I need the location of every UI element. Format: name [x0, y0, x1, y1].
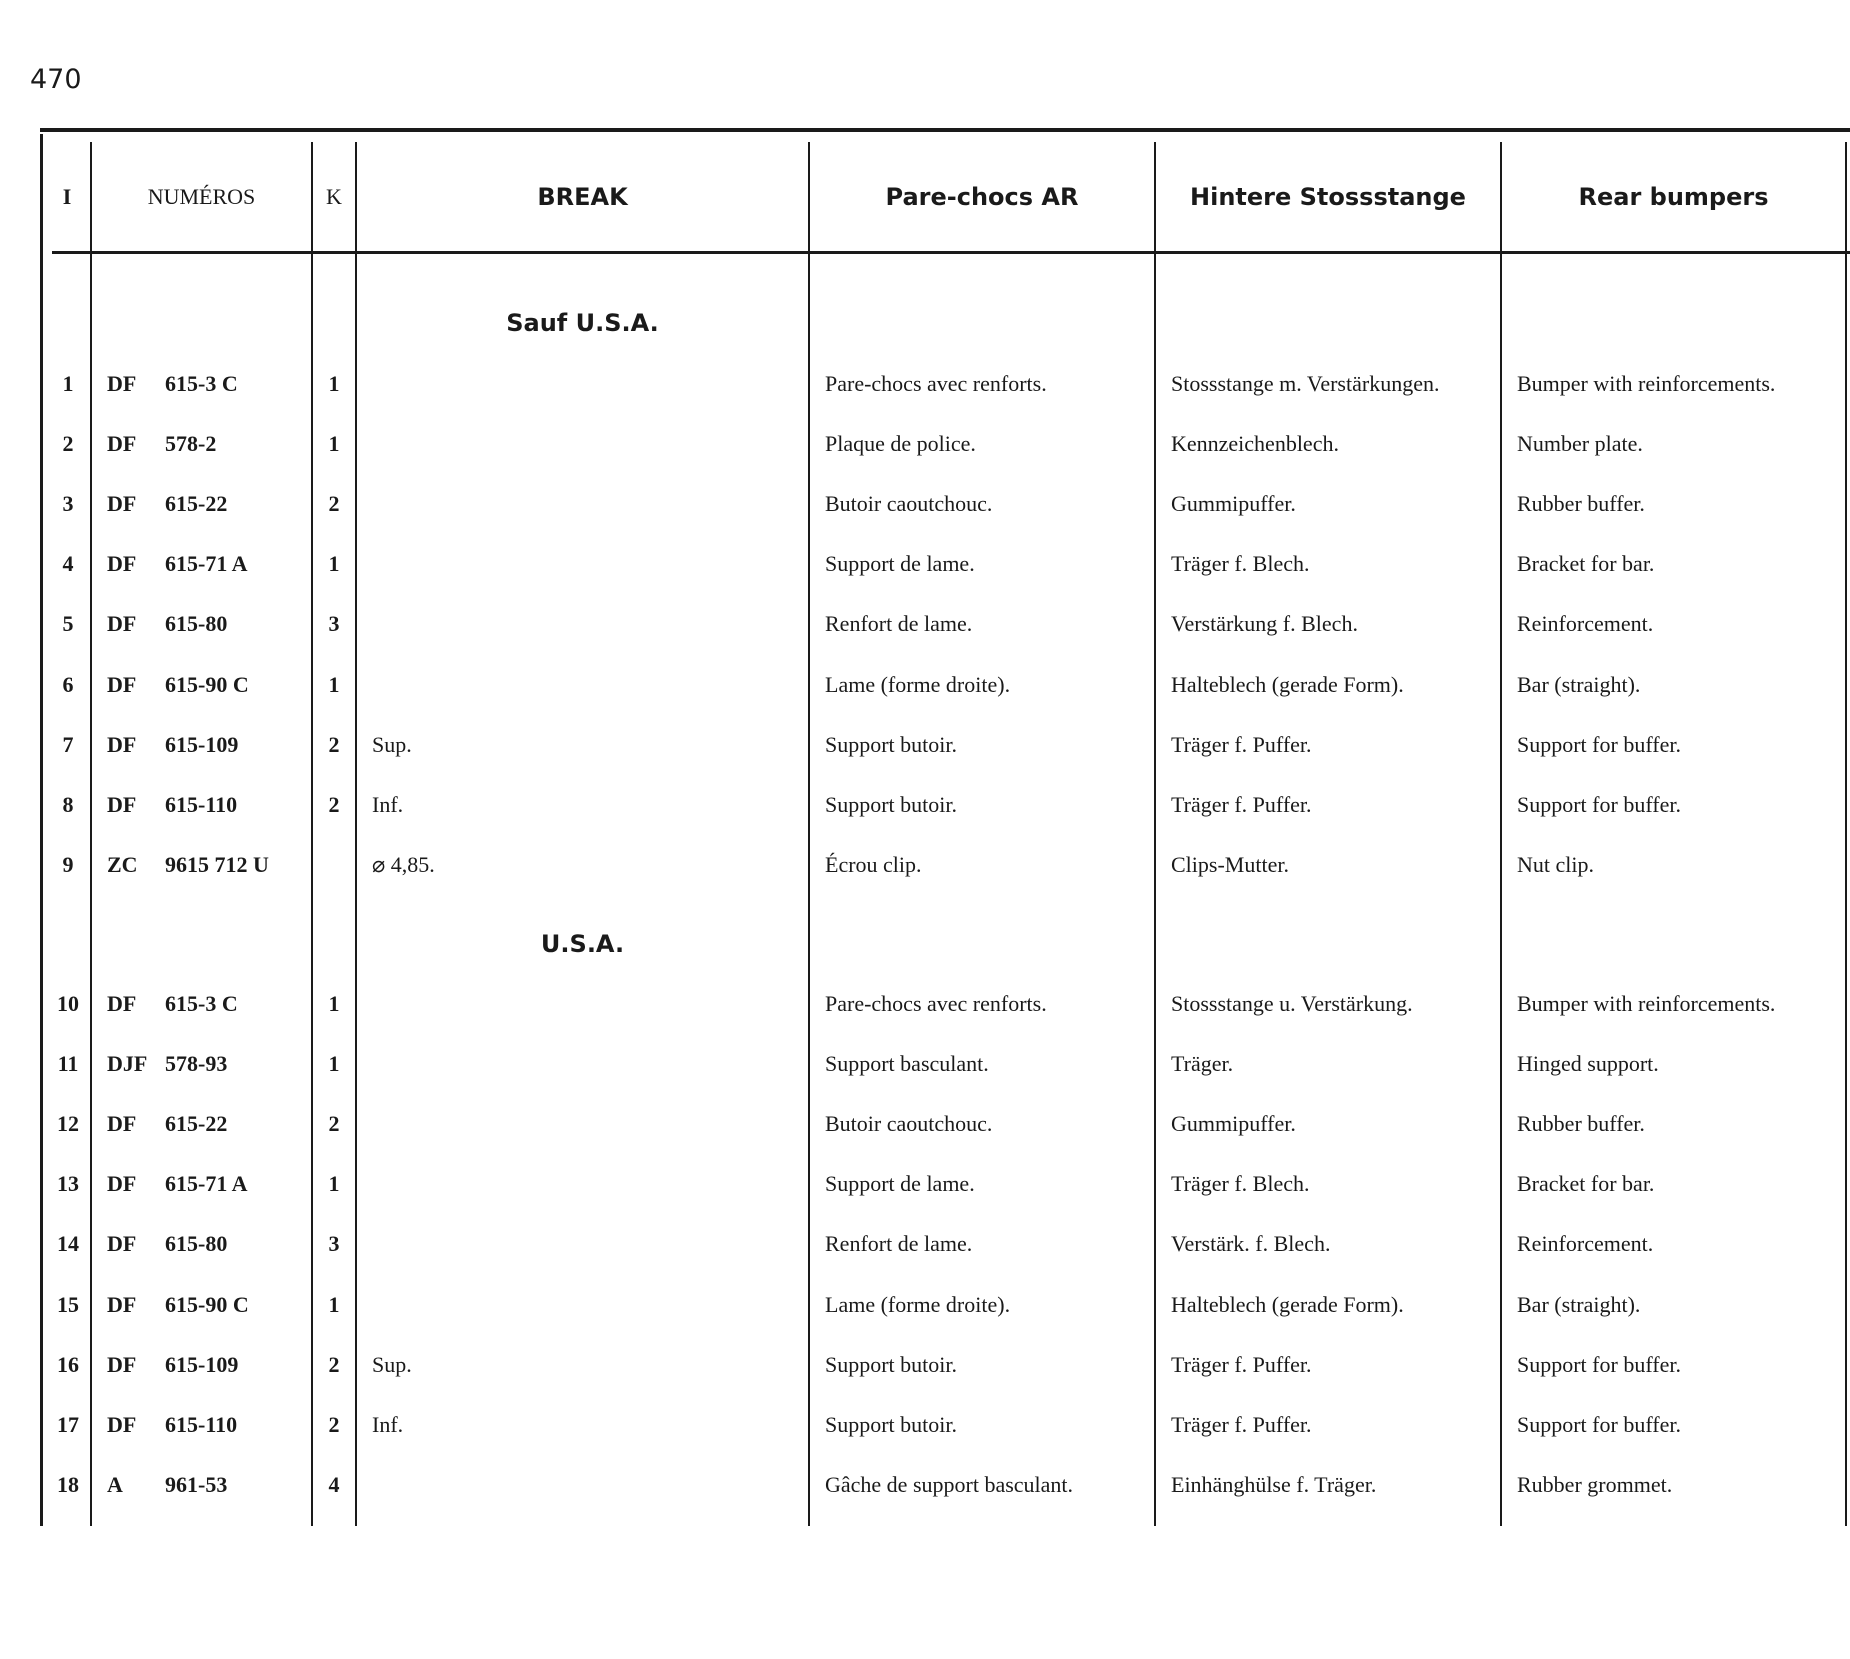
header-english: Rear bumpers: [1578, 183, 1769, 211]
part-number-value: 578-2: [165, 431, 217, 456]
part-number-prefix: DF: [107, 991, 137, 1016]
quantity: 3: [328, 611, 340, 636]
part-number-value: 615-90 C: [165, 1292, 249, 1317]
part-number-value: 615-90 C: [165, 672, 249, 697]
description-french: Support butoir.: [825, 1412, 958, 1437]
row-index: 6: [62, 672, 74, 697]
description-english: Support for buffer.: [1517, 792, 1681, 817]
description-french: Lame (forme droite).: [825, 1292, 1011, 1317]
header-german: Hintere Stossstange: [1190, 183, 1466, 211]
part-number: [107, 1405, 307, 1445]
description-french: Gâche de support basculant.: [825, 1472, 1074, 1497]
part-number-value: 615-22: [165, 491, 228, 516]
description-german: Clips-Mutter.: [1171, 852, 1289, 877]
description-english: Bar (straight).: [1517, 1292, 1641, 1317]
quantity: 1: [328, 1292, 340, 1317]
description-french: Renfort de lame.: [825, 611, 973, 636]
part-number-value: 615-71 A: [165, 1171, 248, 1196]
description-english: Number plate.: [1517, 431, 1643, 456]
part-number-value: 615-3 C: [165, 991, 238, 1016]
description-german: Träger f. Puffer.: [1171, 732, 1312, 757]
quantity: 1: [328, 991, 340, 1016]
part-number: [107, 1044, 307, 1084]
row-index: 7: [62, 732, 74, 757]
part-number-prefix: DF: [107, 551, 137, 576]
description-english: Rubber buffer.: [1517, 1111, 1645, 1136]
model-note: Inf.: [372, 792, 404, 817]
quantity: 2: [328, 1111, 340, 1136]
quantity: 1: [328, 1051, 340, 1076]
quantity: 1: [328, 1171, 340, 1196]
description-french: Support butoir.: [825, 732, 958, 757]
part-number-prefix: DF: [107, 1111, 137, 1136]
part-number: [107, 665, 307, 705]
part-number-value: 615-110: [165, 792, 238, 817]
part-number-prefix: DF: [107, 1412, 137, 1437]
description-german: Träger f. Puffer.: [1171, 1352, 1312, 1377]
part-number-prefix: DJF: [107, 1051, 148, 1076]
row-index: 13: [57, 1171, 79, 1196]
part-number-prefix: A: [107, 1472, 123, 1497]
description-german: Einhänghülse f. Träger.: [1171, 1472, 1377, 1497]
model-note: [372, 1104, 802, 1144]
row-index: 9: [62, 852, 74, 877]
description-german: Stossstange m. Verstärkungen.: [1171, 371, 1440, 396]
quantity: 2: [328, 792, 340, 817]
description-french: Plaque de police.: [825, 431, 976, 456]
model-note: Inf.: [372, 1412, 404, 1437]
model-note: Sup.: [372, 732, 412, 757]
description-english: Bumper with reinforcements.: [1517, 991, 1776, 1016]
description-english: Reinforcement.: [1517, 611, 1654, 636]
model-note: [372, 1465, 802, 1505]
part-number-prefix: ZC: [107, 852, 138, 877]
part-number-value: 615-109: [165, 732, 239, 757]
model-note: [372, 484, 802, 524]
part-number-value: 615-22: [165, 1111, 228, 1136]
description-german: Träger f. Puffer.: [1171, 792, 1312, 817]
quantity: 2: [328, 1412, 340, 1437]
description-german: Halteblech (gerade Form).: [1171, 672, 1404, 697]
description-french: Pare-chocs avec renforts.: [825, 991, 1047, 1016]
row-index: 12: [57, 1111, 79, 1136]
row-index: 15: [57, 1292, 79, 1317]
part-number: [107, 984, 307, 1024]
header-numbers: NUMÉROS: [147, 184, 256, 209]
part-number-value: 615-80: [165, 611, 228, 636]
description-german: Kennzeichenblech.: [1171, 431, 1339, 456]
part-number: [107, 785, 307, 825]
quantity: [312, 845, 356, 885]
header-qty: K: [326, 184, 342, 209]
description-german: Träger.: [1171, 1051, 1234, 1076]
model-note: [372, 604, 802, 644]
description-german: Halteblech (gerade Form).: [1171, 1292, 1404, 1317]
part-number-prefix: DF: [107, 792, 137, 817]
row-index: 1: [62, 371, 74, 396]
description-french: Pare-chocs avec renforts.: [825, 371, 1047, 396]
description-german: Träger f. Blech.: [1171, 551, 1310, 576]
description-english: Bar (straight).: [1517, 672, 1641, 697]
description-french: Support butoir.: [825, 792, 958, 817]
part-number-value: 615-80: [165, 1231, 228, 1256]
header-rule: [52, 251, 1850, 254]
part-number-prefix: DF: [107, 732, 137, 757]
description-french: Support de lame.: [825, 551, 975, 576]
description-french: Renfort de lame.: [825, 1231, 973, 1256]
part-number: [107, 1345, 307, 1385]
section-title: Sauf U.S.A.: [506, 309, 659, 337]
part-number-prefix: DF: [107, 1171, 137, 1196]
row-index: 4: [62, 551, 74, 576]
description-english: Reinforcement.: [1517, 1231, 1654, 1256]
header-index: I: [62, 184, 72, 209]
quantity: 4: [328, 1472, 340, 1497]
description-french: Support butoir.: [825, 1352, 958, 1377]
column-rule: [40, 134, 43, 1526]
model-note: [372, 364, 802, 404]
part-number: [107, 1224, 307, 1264]
description-german: Verstärkung f. Blech.: [1171, 611, 1358, 636]
description-english: Hinged support.: [1517, 1051, 1659, 1076]
quantity: 2: [328, 732, 340, 757]
part-number: [107, 1164, 307, 1204]
description-english: Support for buffer.: [1517, 1412, 1681, 1437]
model-note: [372, 984, 802, 1024]
description-french: Lame (forme droite).: [825, 672, 1011, 697]
page-number: 470: [30, 64, 82, 95]
model-note: [372, 1285, 802, 1325]
description-english: Support for buffer.: [1517, 732, 1681, 757]
part-number-prefix: DF: [107, 491, 137, 516]
part-number: [107, 484, 307, 524]
part-number-prefix: DF: [107, 1231, 137, 1256]
description-german: Träger f. Puffer.: [1171, 1412, 1312, 1437]
row-index: 8: [62, 792, 74, 817]
row-index: 2: [62, 431, 74, 456]
quantity: 1: [328, 371, 340, 396]
row-index: 17: [57, 1412, 79, 1437]
part-number: [107, 725, 307, 765]
row-index: 3: [62, 491, 74, 516]
row-index: 5: [62, 611, 74, 636]
section-title: U.S.A.: [540, 930, 625, 958]
description-german: Gummipuffer.: [1171, 491, 1296, 516]
top-rule: [40, 128, 1850, 132]
quantity: 2: [328, 1352, 340, 1377]
description-english: Bracket for bar.: [1517, 551, 1655, 576]
row-index: 10: [57, 991, 79, 1016]
row-index: 18: [57, 1472, 79, 1497]
part-number-value: 578-93: [165, 1051, 228, 1076]
part-number-prefix: DF: [107, 371, 137, 396]
description-german: Verstärk. f. Blech.: [1171, 1231, 1331, 1256]
part-number-prefix: DF: [107, 1352, 137, 1377]
description-german: Stossstange u. Verstärkung.: [1171, 991, 1413, 1016]
quantity: 1: [328, 551, 340, 576]
part-number-prefix: DF: [107, 611, 137, 636]
part-number: [107, 1285, 307, 1325]
part-number-value: 615-3 C: [165, 371, 238, 396]
part-number-prefix: DF: [107, 431, 137, 456]
description-english: Support for buffer.: [1517, 1352, 1681, 1377]
header-model: BREAK: [537, 183, 628, 211]
part-number: [107, 845, 307, 885]
description-english: Bracket for bar.: [1517, 1171, 1655, 1196]
quantity: 1: [328, 431, 340, 456]
part-number: [107, 1465, 307, 1505]
part-number: [107, 604, 307, 644]
part-number-prefix: DF: [107, 1292, 137, 1317]
description-french: Écrou clip.: [825, 852, 922, 877]
model-note: [372, 1224, 802, 1264]
model-note: Sup.: [372, 1352, 412, 1377]
quantity: 1: [328, 672, 340, 697]
header-french: Pare-chocs AR: [885, 183, 1079, 211]
description-french: Support de lame.: [825, 1171, 975, 1196]
description-german: Träger f. Blech.: [1171, 1171, 1310, 1196]
part-number-value: 615-109: [165, 1352, 239, 1377]
part-number: [107, 1104, 307, 1144]
part-number: [107, 424, 307, 464]
description-french: Butoir caoutchouc.: [825, 1111, 993, 1136]
column-rule: [808, 142, 810, 1526]
row-index: 11: [57, 1051, 79, 1076]
part-number: [107, 364, 307, 404]
model-note: [372, 1044, 802, 1084]
part-number-value: 615-71 A: [165, 551, 248, 576]
model-note: [372, 1164, 802, 1204]
description-english: Nut clip.: [1517, 852, 1594, 877]
description-french: Support basculant.: [825, 1051, 989, 1076]
description-german: Gummipuffer.: [1171, 1111, 1296, 1136]
part-number-prefix: DF: [107, 672, 137, 697]
description-english: Rubber grommet.: [1517, 1472, 1673, 1497]
description-english: Bumper with reinforcements.: [1517, 371, 1776, 396]
part-number-value: 961-53: [165, 1472, 228, 1497]
description-french: Butoir caoutchouc.: [825, 491, 993, 516]
part-number-value: 615-110: [165, 1412, 238, 1437]
quantity: 2: [328, 491, 340, 516]
model-note: [372, 665, 802, 705]
model-note: ⌀ 4,85.: [372, 852, 435, 877]
row-index: 16: [57, 1352, 79, 1377]
model-note: [372, 424, 802, 464]
model-note: [372, 544, 802, 584]
description-english: Rubber buffer.: [1517, 491, 1645, 516]
part-number: [107, 544, 307, 584]
part-number-value: 9615 712 U: [165, 852, 269, 877]
row-index: 14: [57, 1231, 79, 1256]
quantity: 3: [328, 1231, 340, 1256]
